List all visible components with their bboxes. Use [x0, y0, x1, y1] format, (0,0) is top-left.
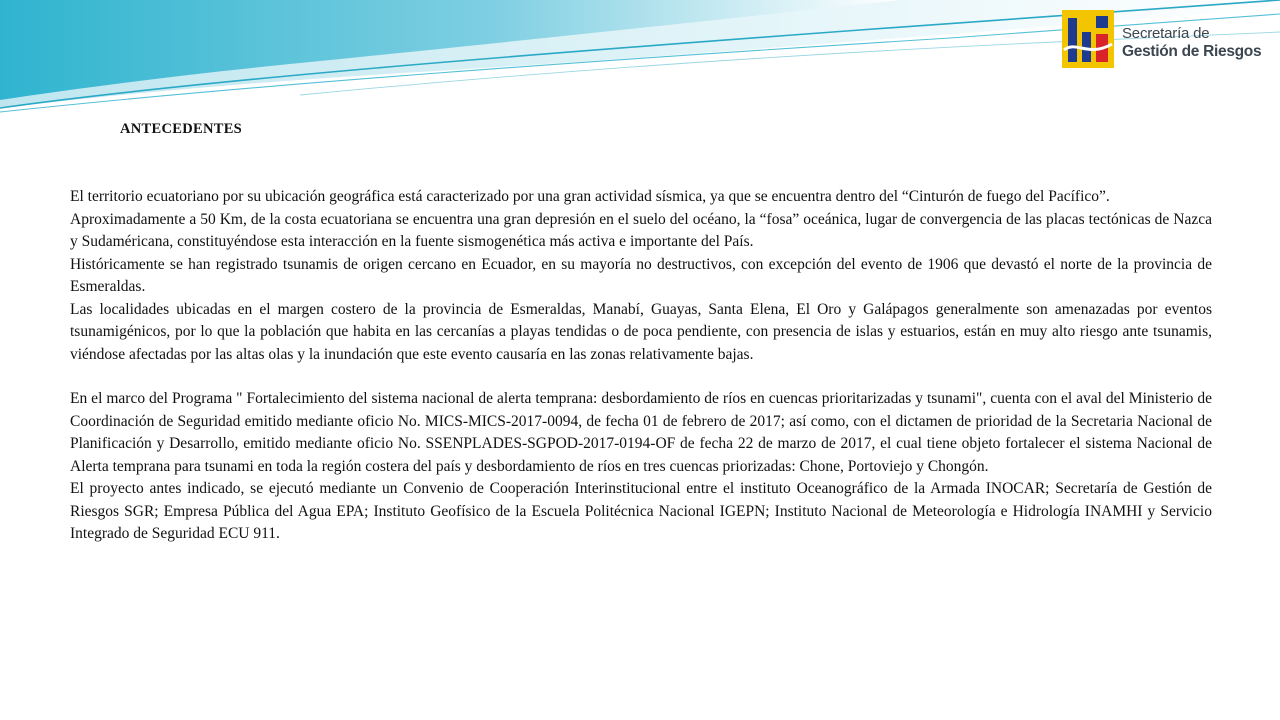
paragraph-5: En el marco del Programa " Fortalecimiento del sistema nacional de alerta temprana: desbordamiento de ríos en cuencas prioritarizadas y tsunami", cuenta con el aval del Ministerio de Coordinación de Seguridad emitido mediante oficio No. MICS-MICS-2017-0094, de fecha 01 de febrero de 2017; así como, con el dictamen de prioridad de la Secretaria Nacional de Planificación y Desarrollo, emitido mediante oficio No. SSENPLADES-SGPOD-2017-0194-OF de fecha 22 de marzo de 2017, el cual tiene objeto fortalecer el sistema Nacional de Alerta temprana para tsunami en toda la región costera del país y desbordamiento de ríos en tres cuencas priorizadas: Chone, Portoviejo y Chongón. [70, 390, 1212, 475]
paragraph-spacer [70, 366, 1212, 388]
paragraph-4: Las localidades ubicadas en el margen costero de la provincia de Esmeraldas, Manabí, Guayas, Santa Elena, El Oro y Galápagos generalmente son amenazadas por eventos tsunamigénicos, por lo que la población que habita en las cercanías a playas tendidas o de poca pendiente, con presencia de islas y estuarios, están en muy alto riesgo ante tsunamis, viéndose afectadas por las altas olas y la inundación que este evento causaría en las zonas relativamente bajas. [70, 300, 1212, 363]
paragraph-2: Aproximadamente a 50 Km, de la costa ecuatoriana se encuentra una gran depresión en el suelo del océano, la “fosa” oceánica, lugar de convergencia de las placas tectónicas de Nazca y Sudaméricana, constituyéndose esta interacción en la fuente sismogenética más activa e importante del País. [70, 210, 1212, 250]
sgr-logo-mark-icon [1062, 10, 1114, 68]
paragraph-3: Históricamente se han registrado tsunamis de origen cercano en Ecuador, en su mayoría no destructivos, con excepción del evento de 1906 que devastó el norte de la provincia de Esmeraldas. [70, 255, 1212, 295]
sgr-logo [1062, 10, 1262, 70]
paragraph-1: El territorio ecuatoriano por su ubicación geográfica está caracterizado por una gran actividad sísmica, ya que se encuentra dentro del “Cinturón de fuego del Pacífico”. [70, 188, 1110, 205]
logo-line-1: Secretaría de [1122, 25, 1210, 42]
paragraph-6: El proyecto antes indicado, se ejecutó mediante un Convenio de Cooperación Interinstitucional entre el instituto Oceanográfico de la Armada INOCAR; Secretaría de Gestión de Riesgos SGR; Empresa Pública del Agua EPA; Instituto Geofísico de la Escuela Politécnica Nacional IGEPN; Instituto Nacional de Meteorología e Hidrología INAMHI y Servicio Integrado de Seguridad ECU 911. [70, 480, 1212, 542]
logo-wordmark [1122, 25, 1261, 61]
body-text-block [70, 186, 1212, 546]
section-heading: ANTECEDENTES [120, 121, 243, 137]
logo-line-2: Gestión de Riesgos [1122, 43, 1262, 60]
